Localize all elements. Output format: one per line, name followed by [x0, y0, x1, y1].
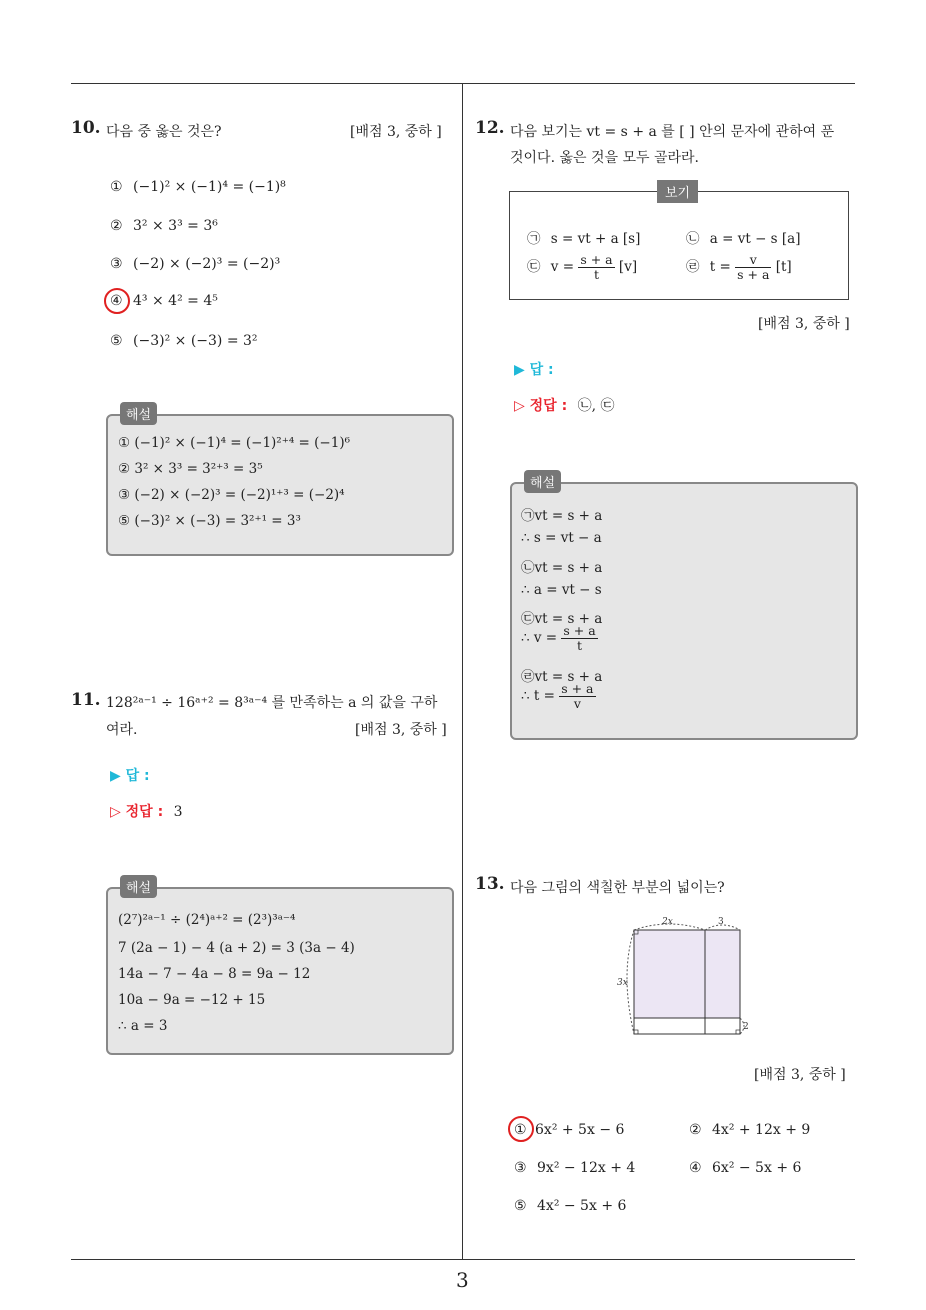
q13-figure [612, 912, 758, 1038]
q10-solution-line: ① (−1)² × (−1)⁴ = (−1)²⁺⁴ = (−1)⁶ [118, 435, 350, 451]
choice-expr: 6x² − 5x + 6 [712, 1160, 802, 1176]
q11-solution-line: (2⁷)²ᵃ⁻¹ ÷ (2⁴)ᵃ⁺² = (2³)³ᵃ⁻⁴ [118, 912, 296, 928]
fraction-denominator: s + a [737, 267, 770, 282]
correct-label: ▷ 정답 : [110, 804, 164, 820]
bogi-fraction [578, 253, 614, 282]
choice-mark: ③ [110, 256, 123, 272]
label-left: 3x [617, 978, 628, 988]
q12-solution-line: ㉠vt = s + a [521, 508, 603, 524]
q12-solution-line: ∴ s = vt − a [521, 530, 602, 546]
q12-solution-line: ㉡vt = s + a [521, 560, 603, 576]
bogi-mark: ㉢ [527, 259, 541, 275]
solution-lhs: ∴ v = [521, 630, 558, 646]
q12-solution-tag: 해설 [524, 470, 561, 493]
bogi-fraction [735, 253, 771, 282]
q12-bogi-item-4 [686, 253, 792, 282]
q10-choice-1[interactable] [110, 179, 286, 195]
bogi-tail: [t] [775, 259, 792, 275]
q12-text-line2: 것이다. 옳은 것을 모두 골라라. [510, 150, 699, 166]
label-top-left: 2x [662, 917, 673, 927]
choice-expr: (−1)² × (−1)⁴ = (−1)⁸ [133, 179, 286, 195]
choice-expr: (−3)² × (−3) = 3² [133, 333, 258, 349]
choice-expr: 4³ × 4² = 4⁵ [133, 293, 218, 309]
q10-choice-3[interactable] [110, 256, 280, 272]
q11-text-line2: 여라. [106, 722, 138, 738]
q11-solution-tag: 해설 [120, 875, 157, 898]
q12-bogi-item-1 [527, 227, 640, 247]
q11-answer-label: ▶ 답 : [110, 768, 150, 784]
choice-expr: 4x² + 12x + 9 [712, 1122, 811, 1138]
bogi-expr: a = vt − s [a] [709, 231, 801, 247]
q11-text-line1: 128²ᵃ⁻¹ ÷ 16ᵃ⁺² = 8³ᵃ⁻⁴ 를 만족하는 a 의 값을 구하 [106, 695, 438, 711]
shaded-region [634, 930, 740, 1018]
choice-expr: (−2) × (−2)³ = (−2)³ [133, 256, 281, 272]
solution-lhs: ∴ t = [521, 688, 555, 704]
q12-number: 12. [475, 118, 505, 138]
correct-value: 3 [173, 804, 183, 820]
bogi-expr: s = vt + a [s] [550, 231, 641, 247]
choice-expr: 4x² − 5x + 6 [537, 1198, 627, 1214]
q11-correct [110, 801, 183, 821]
fraction-numerator: v [735, 253, 771, 268]
bogi-mark: ㉡ [686, 231, 700, 247]
choice-mark: ④ [110, 293, 123, 309]
q12-solution-fraction-line [521, 682, 596, 711]
dimension-arc-left [627, 930, 634, 1034]
top-rule [71, 83, 855, 84]
choice-mark: ② [689, 1122, 702, 1138]
q11-solution-line: 10a − 9a = −12 + 15 [118, 992, 266, 1008]
q13-meta: [배점 3, 중하 ] [754, 1067, 846, 1083]
q12-correct [514, 395, 615, 415]
choice-mark: ⑤ [110, 333, 123, 349]
q12-solution-line: ∴ a = vt − s [521, 582, 602, 598]
q12-solution-line: ㉣vt = s + a [521, 669, 603, 685]
q10-solution-line: ⑤ (−3)² × (−3) = 3²⁺¹ = 3³ [118, 513, 301, 529]
q12-bogi-item-3 [527, 253, 637, 282]
q11-number: 11. [71, 690, 101, 710]
label-right: 2 [743, 1022, 749, 1032]
bogi-lhs: t = [709, 259, 731, 275]
bottom-rule [71, 1259, 855, 1260]
q10-choice-5[interactable] [110, 333, 258, 349]
q10-meta: [배점 3, 중하 ] [350, 124, 442, 140]
q11-solution-line: 14a − 7 − 4a − 8 = 9a − 12 [118, 966, 311, 982]
q12-solution-fraction-line [521, 624, 598, 653]
choice-expr: 3² × 3³ = 3⁶ [133, 218, 218, 234]
q10-text: 다음 중 옳은 것은? [106, 124, 222, 140]
q12-text-line1: 다음 보기는 vt = s + a 를 [ ] 안의 문자에 관하여 푼 [510, 124, 835, 140]
fraction-numerator: s + a [563, 623, 596, 638]
q10-solution-tag: 해설 [120, 402, 157, 425]
q13-choice-2[interactable] [689, 1122, 810, 1138]
q12-bogi-tag: 보기 [657, 180, 698, 203]
choice-mark: ② [110, 218, 123, 234]
choice-mark: ⑤ [514, 1198, 527, 1214]
q10-solution-line: ③ (−2) × (−2)³ = (−2)¹⁺³ = (−2)⁴ [118, 487, 345, 503]
choice-expr: 9x² − 12x + 4 [537, 1160, 636, 1176]
fraction-numerator: s + a [561, 681, 594, 696]
page-number: 3 [456, 1268, 469, 1292]
fraction-denominator: v [573, 696, 581, 711]
column-divider [462, 84, 463, 1260]
bogi-mark: ㉣ [686, 259, 700, 275]
q11-solution-line: ∴ a = 3 [118, 1018, 168, 1034]
choice-mark: ③ [514, 1160, 527, 1176]
q12-answer-label: ▶ 답 : [514, 362, 554, 378]
q13-choice-5[interactable] [514, 1198, 626, 1214]
q12-bogi-item-2 [686, 227, 801, 247]
q12-meta: [배점 3, 중하 ] [758, 316, 850, 332]
solution-fraction [559, 682, 595, 711]
bogi-tail: [v] [618, 259, 638, 275]
q13-text: 다음 그림의 색칠한 부분의 넓이는? [510, 880, 725, 896]
q10-number: 10. [71, 118, 101, 138]
bogi-lhs: v = [550, 259, 575, 275]
fraction-denominator: t [593, 267, 599, 282]
fraction-denominator: t [577, 638, 583, 653]
right-angle-mark [634, 1030, 638, 1034]
q10-selected-marker [104, 288, 130, 314]
q11-meta: [배점 3, 중하 ] [355, 722, 447, 738]
label-top-right: 3 [718, 917, 724, 927]
choice-mark: ① [514, 1122, 527, 1138]
q13-number: 13. [475, 874, 505, 894]
q13-selected-marker [508, 1116, 534, 1142]
correct-value: ㉡, ㉢ [577, 398, 615, 414]
q10-solution-line: ② 3² × 3³ = 3²⁺³ = 3⁵ [118, 461, 263, 477]
choice-expr: 6x² + 5x − 6 [535, 1122, 625, 1138]
fraction-numerator: s + a [580, 252, 613, 267]
q12-solution-line: ㉢vt = s + a [521, 611, 603, 627]
q11-solution-line: 7 (2a − 1) − 4 (a + 2) = 3 (3a − 4) [118, 940, 355, 956]
bogi-mark: ㉠ [527, 231, 541, 247]
solution-fraction [561, 624, 597, 653]
correct-label: ▷ 정답 : [514, 398, 568, 414]
q13-choice-4[interactable] [689, 1160, 801, 1176]
right-angle-mark [736, 1030, 740, 1034]
choice-mark: ① [110, 179, 123, 195]
q13-choice-3[interactable] [514, 1160, 635, 1176]
q10-choice-2[interactable] [110, 218, 218, 234]
choice-mark: ④ [689, 1160, 702, 1176]
